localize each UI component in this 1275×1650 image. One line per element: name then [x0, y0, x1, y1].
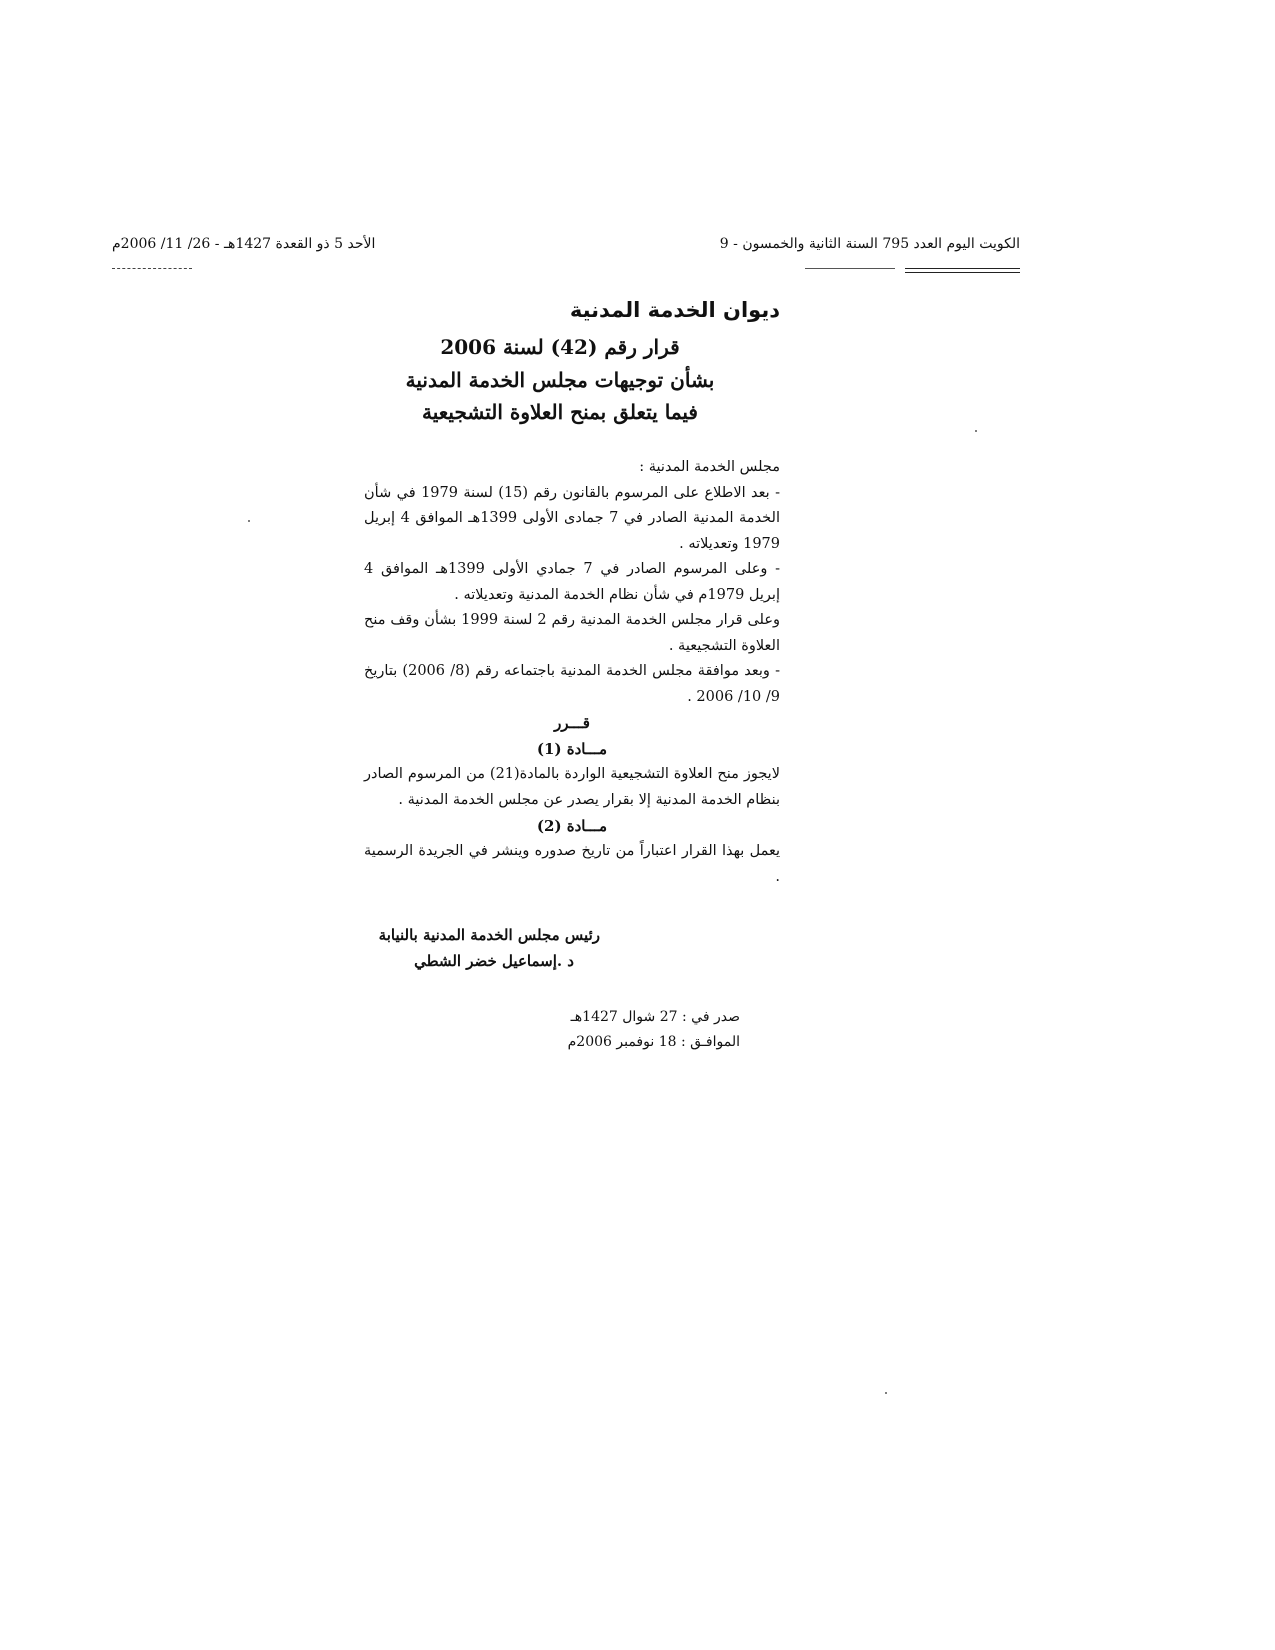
decision-subject: بشأن توجيهات مجلس الخدمة المدنية [405, 368, 715, 392]
header-rule [905, 268, 1020, 269]
scan-speck [885, 1392, 887, 1394]
signatory-title: رئيس مجلس الخدمة المدنية بالنيابة [378, 926, 600, 944]
decision-word: قـــرر [554, 714, 590, 732]
signatory-name: د .إسماعيل خضر الشطي [414, 952, 574, 970]
decision-subject: فيما يتعلق بمنح العلاوة التشجيعية [422, 400, 698, 424]
issued-gregorian: الموافـق : 18 نوفمبر 2006م [567, 1034, 740, 1050]
preamble-item: وعلى قرار مجلس الخدمة المدنية رقم 2 لسنة 1999 بشأن وقف منح العلاوة التشجيعية . [364, 612, 780, 654]
article-heading: مـــادة (1) [536, 740, 608, 758]
issued-hijri: صدر في : 27 شوال 1427هـ [570, 1009, 740, 1025]
preamble-item: - بعد الاطلاع على المرسوم بالقانون رقم (15) لسنة 1979 في شأن الخدمة المدنية الصادر في 7 جمادى الأولى 1399هـ الموافق 4 إبريل 1979 وتعديلاته . [364, 484, 780, 552]
article-text: يعمل بهذا القرار اعتباراً من تاريخ صدوره وينشر في الجريدة الرسمية . [364, 843, 780, 885]
organization-name: ديوان الخدمة المدنية [569, 298, 780, 322]
header-rule [805, 268, 895, 269]
scan-speck [248, 520, 250, 522]
preamble-item: - وعلى المرسوم الصادر في 7 جمادي الأولى 1399هـ الموافق 4 إبريل 1979م في شأن نظام الخدمة المدنية وتعديلاته . [364, 561, 780, 603]
header-date: الأحد 5 ذو القعدة 1427هـ - 26/ 11/ 2006م [112, 236, 376, 252]
decision-body [364, 455, 780, 890]
scan-speck [975, 430, 977, 432]
article-heading: مـــادة (2) [536, 817, 608, 835]
issue-date-block [520, 1005, 740, 1055]
header-issue-info: الكويت اليوم العدد 795 السنة الثانية والخمسون - 9 [719, 236, 1020, 252]
header-rule [112, 268, 192, 269]
header-rule [905, 272, 1020, 273]
article-text: لايجوز منح العلاوة التشجيعية الواردة بالمادة(21) من المرسوم الصادر بنظام الخدمة المدنية إلا بقرار يصدر عن مجلس الخدمة المدنية . [364, 766, 780, 808]
preamble-item: - وبعد موافقة مجلس الخدمة المدنية باجتماعه رقم (8/ 2006) بتاريخ 9/ 10/ 2006 . [364, 663, 781, 705]
signature-block [360, 922, 600, 974]
preamble-lead: مجلس الخدمة المدنية : [639, 459, 780, 475]
decision-title: قرار رقم (42) لسنة 2006 [440, 335, 680, 359]
